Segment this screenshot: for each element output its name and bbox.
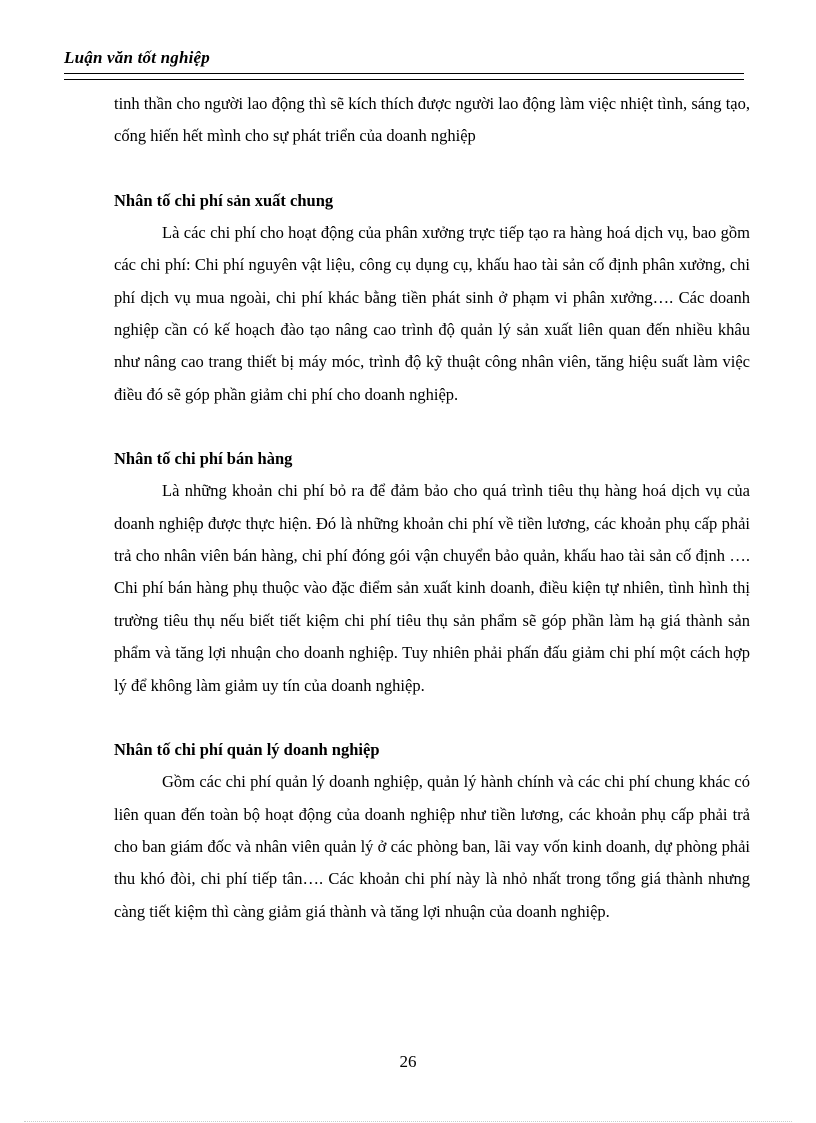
page-bottom-rule xyxy=(24,1121,792,1122)
page-content xyxy=(114,88,750,928)
section-spacer xyxy=(114,702,750,734)
page-number: 26 xyxy=(399,1052,417,1071)
header-double-rule xyxy=(64,73,744,80)
section-spacer xyxy=(114,153,750,185)
section-body-sales-cost: Là những khoản chi phí bỏ ra để đảm bảo cho quá trình tiêu thụ hàng hoá dịch vụ của doanh nghiệp được thực hiện. Đó là những khoản chi phí về tiền lương, các khoản phụ cấp phải trả cho nhân viên bán hàng, chi phí đóng gói vận chuyển bảo quản, khấu hao tài sản cố định …. Chi phí bán hàng phụ thuộc vào đặc điểm sản xuất kinh doanh, điều kiện tự nhiên, tình hình thị trường tiêu thụ nếu biết tiết kiệm chi phí tiêu thụ sản phẩm sẽ góp phần làm hạ giá thành sản phẩm và tăng lợi nhuận cho doanh nghiệp. Tuy nhiên phải phấn đấu giảm chi phí một cách hợp lý để không làm giảm uy tín của doanh nghiệp. xyxy=(114,481,750,695)
section-heading-management-cost: Nhân tố chi phí quản lý doanh nghiệp xyxy=(114,740,380,760)
section-heading-production-cost: Nhân tố chi phí sản xuất chung xyxy=(114,190,334,210)
running-header-title: Luận văn tốt nghiệp xyxy=(64,48,210,67)
intro-paragraph: tinh thần cho người lao động thì sẽ kích thích được người lao động làm việc nhiệt tình, sáng tạo, cống hiến hết mình cho sự phát triển của doanh nghiệp xyxy=(114,94,750,146)
section-body-production-cost: Là các chi phí cho hoạt động của phân xưởng trực tiếp tạo ra hàng hoá dịch vụ, bao gồm các chi phí: Chi phí nguyên vật liệu, công cụ dụng cụ, khấu hao tài sản cố định phân xưởng, chi phí dịch vụ mua ngoài, chi phí khác bằng tiền phát sinh ở phạm vi phân xưởng…. Các doanh nghiệp cần có kế hoạch đào tạo nâng cao trình độ quản lý sản xuất liên quan đến nhiều khâu như nâng cao trang thiết bị máy móc, trình độ kỹ thuật công nhân viên, tăng hiệu suất làm việc điều đó sẽ góp phần giảm chi phí cho doanh nghiệp. xyxy=(114,222,750,404)
section-heading-sales-cost: Nhân tố chi phí bán hàng xyxy=(114,449,293,469)
section-spacer xyxy=(114,411,750,443)
section-body-management-cost: Gồm các chi phí quản lý doanh nghiệp, quản lý hành chính và các chi phí chung khác có liên quan đến toàn bộ hoạt động của doanh nghiệp như tiền lương, các khoản phụ cấp phải trả cho ban giám đốc và nhân viên quản lý ở các phòng ban, lãi vay vốn kinh doanh, dự phòng phải thu khó đòi, chi phí tiếp tân…. Các khoản chi phí này là nhỏ nhất trong tổng giá thành nhưng càng tiết kiệm thì càng giảm giá thành và tăng lợi nhuận của doanh nghiệp. xyxy=(114,772,750,921)
